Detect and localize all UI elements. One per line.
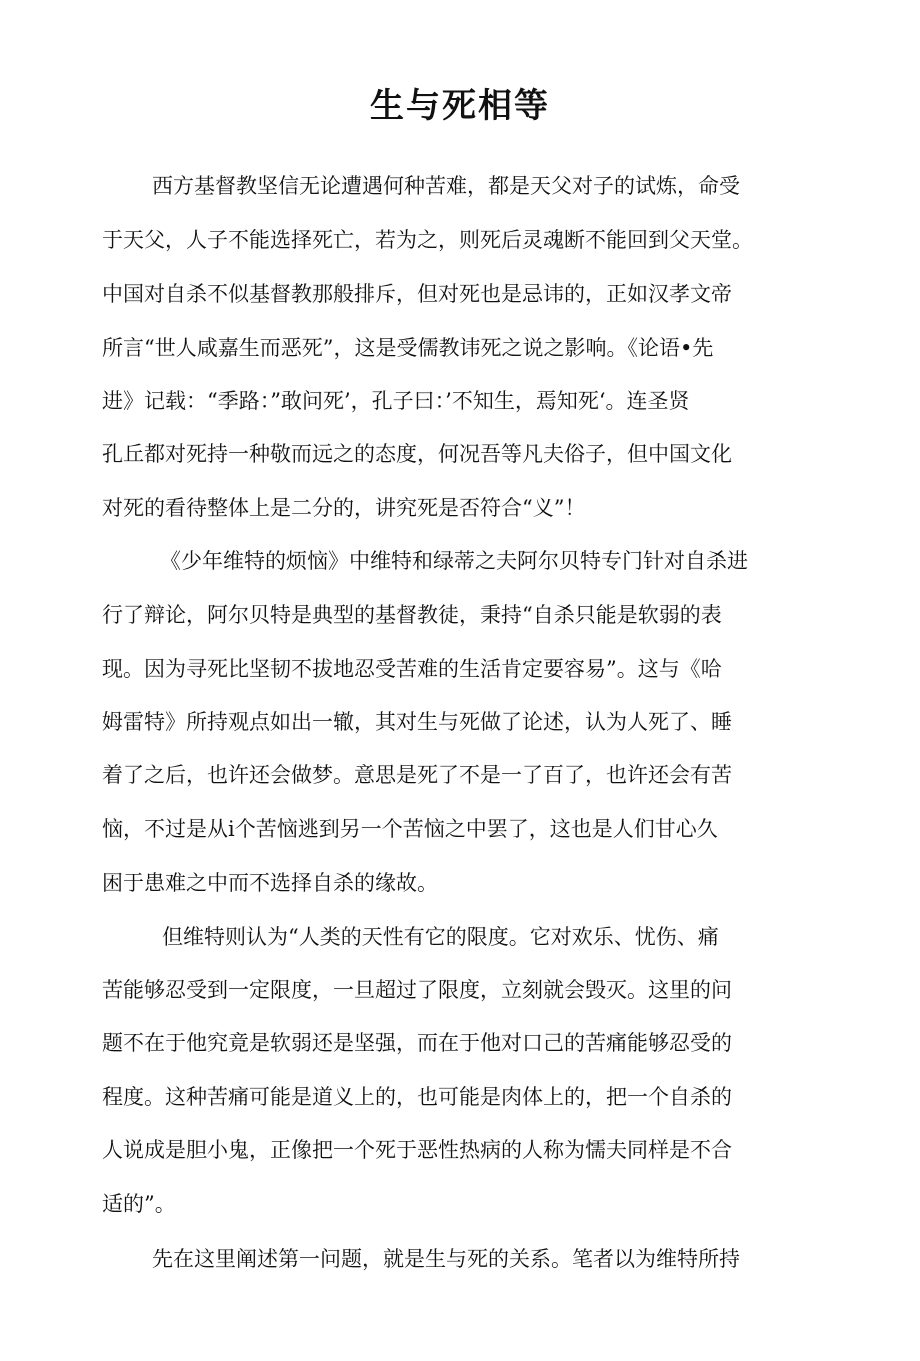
text-line: 适的”。 (102, 1192, 176, 1216)
text-line: 于天父，人子不能选择死亡，若为之，则死后灵魂断不能回到父天堂。 (102, 228, 753, 252)
text-line: 孔丘都对死持一种敬而远之的态度，何况吾等凡夫俗子，但中国文化 (102, 442, 732, 466)
text-line: 程度。这种苦痛可能是道义上的，也可能是肉体上的，把一个自杀的 (102, 1085, 732, 1109)
text-line: 着了之后，也许还会做梦。意思是死了不是一了百了，也许还会有苦 (102, 763, 732, 787)
text-line: 姆雷特》所持观点如出一辙，其对生与死做了论述，认为人死了、睡 (102, 710, 732, 734)
text-line: 所言“世人咸嘉生而恶死”，这是受儒教讳死之说之影响。《论语•先 (102, 336, 714, 360)
text-line: 困于患难之中而不选择自杀的缘故。 (102, 871, 438, 895)
text-line: 人说成是胆小鬼，正像把一个死于恶性热病的人称为懦夫同样是不合 (102, 1138, 732, 1162)
text-line: 但维特则认为“人类的天性有它的限度。它对欢乐、忧伤、痛 (162, 925, 719, 949)
text-line: 先在这里阐述第一问题，就是生与死的关系。笔者以为维特所持 (152, 1247, 740, 1271)
text-line: 行了辩论，阿尔贝特是典型的基督教徒，秉持“自杀只能是软弱的表 (102, 603, 722, 627)
text-line: 现。因为寻死比坚韧不拔地忍受苦难的生活肯定要容易”。这与《哈 (102, 657, 722, 681)
text-line: 对死的看待整体上是二分的，讲究死是否符合“义”！ (102, 496, 586, 520)
text-line: 恼，不过是从i个苦恼逃到另一个苦恼之中罢了，这也是人们甘心久 (102, 817, 718, 841)
text-line: 《少年维特的烦恼》中维特和绿蒂之夫阿尔贝特专门针对自杀进 (160, 549, 748, 573)
page-title: 生与死相等 (370, 86, 550, 126)
text-line: 进》记载：“季路：”敢问死’，孔子曰：’不知生，焉知死‘。连圣贤 (102, 389, 690, 413)
text-line: 题不在于他究竟是软弱还是坚强，而在于他对口己的苦痛能够忍受的 (102, 1031, 732, 1055)
text-line: 中国对自杀不似基督教那般排斥，但对死也是忌讳的，正如汉孝文帝 (102, 282, 732, 306)
text-line: 苦能够忍受到一定限度，一旦超过了限度，立刻就会毁灭。这里的问 (102, 978, 732, 1002)
text-line: 西方基督教坚信无论遭遇何种苦难，都是天父对子的试炼，命受 (152, 174, 740, 198)
